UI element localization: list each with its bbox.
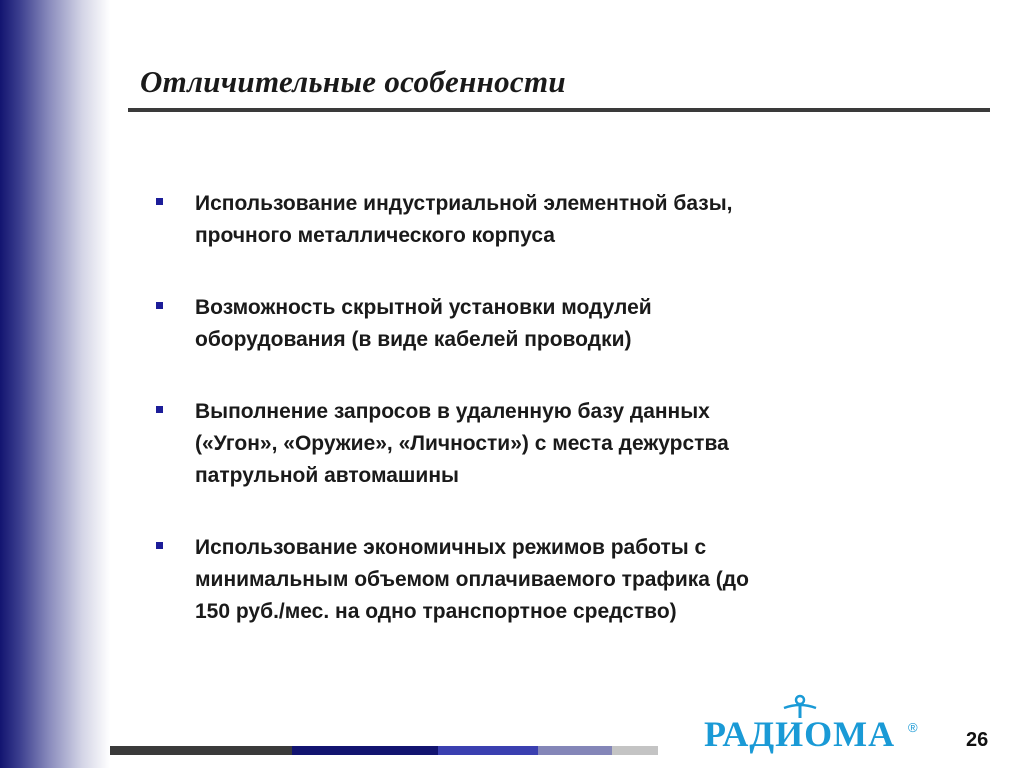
bar-segment-navy [292,746,438,755]
bullet-line: Возможность скрытной установки модулей [195,296,652,319]
bar-segment-light-gray [612,746,658,755]
bullet-item [152,532,912,628]
company-logo [704,694,924,754]
bullet-line: прочного металлического корпуса [195,224,555,247]
square-bullet-icon [156,302,163,309]
bullet-line: («Угон», «Оружие», «Личности») с места дежурства [195,432,729,455]
registered-mark: ® [908,720,918,735]
bullet-list [152,188,912,628]
square-bullet-icon [156,198,163,205]
logo-wordmark: РАДИОМА [704,714,896,754]
bullet-item [152,188,912,252]
page-number: 26 [966,729,989,751]
bar-segment-blue [438,746,538,755]
bullet-line: Выполнение запросов в удаленную базу данных [195,400,710,423]
side-gradient-band [0,0,110,768]
bullet-line: Использование экономичных режимов работы с [195,536,707,559]
bullet-line: Использование индустриальной элементной базы, [195,192,733,215]
bullet-item [152,396,912,492]
square-bullet-icon [156,406,163,413]
bullet-line: патрульной автомашины [195,464,459,487]
bar-segment-dark-gray [110,746,292,755]
bullet-item [152,292,912,356]
slide-title: Отличительные особенности [140,64,566,99]
title-underline [128,108,990,112]
bottom-color-bar [110,746,658,755]
bullet-line: 150 руб./мес. на одно транспортное средство) [195,600,677,623]
bullet-line: оборудования (в виде кабелей проводки) [195,328,632,351]
bullet-line: минимальным объемом оплачиваемого трафика (до [195,568,749,591]
bar-segment-lavender [538,746,612,755]
square-bullet-icon [156,542,163,549]
